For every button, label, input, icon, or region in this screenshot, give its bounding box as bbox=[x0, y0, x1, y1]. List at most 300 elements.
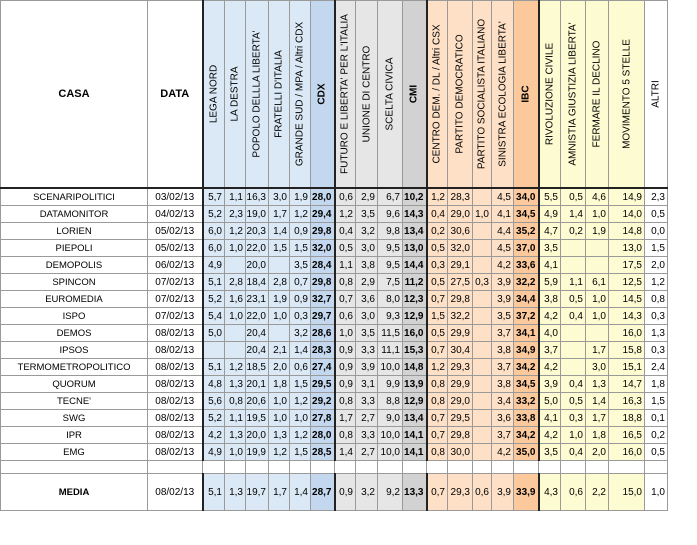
cell-ibc-3: 3,7 bbox=[492, 427, 514, 444]
cell-ibc-4: 32,2 bbox=[514, 274, 539, 291]
cell-oth-4: 1,2 bbox=[645, 274, 668, 291]
table-row bbox=[1, 240, 668, 257]
cell-ibc-4: 35,2 bbox=[514, 223, 539, 240]
cell-oth-4: 0,5 bbox=[645, 206, 668, 223]
cell-ibc-2 bbox=[473, 444, 492, 461]
cell-oth-3: 18,8 bbox=[609, 410, 645, 427]
cell-ibc-1: 29,0 bbox=[448, 393, 473, 410]
cell-cmi-1: 3,1 bbox=[356, 376, 378, 393]
cell-ibc-2 bbox=[473, 223, 492, 240]
cell-oth-0: 5,5 bbox=[539, 188, 561, 206]
cell-oth-3: 14,9 bbox=[609, 188, 645, 206]
cell-cdx-5: 28,4 bbox=[311, 257, 335, 274]
cell-cdx-5: 28,3 bbox=[311, 342, 335, 359]
header-centro-dem: CENTRO DEM. / DL / Altri CSX bbox=[427, 1, 448, 189]
cell-oth-0: 3,5 bbox=[539, 444, 561, 461]
cell-cmi-1: 2,9 bbox=[356, 274, 378, 291]
cell-ibc-2 bbox=[473, 342, 492, 359]
cell-cdx-0: 5,2 bbox=[203, 410, 225, 427]
cell-ibc-3: 4,1 bbox=[492, 206, 514, 223]
cell-cdx-0: 5,4 bbox=[203, 308, 225, 325]
cell-cmi-0: 0,9 bbox=[335, 376, 356, 393]
cell-ibc-2 bbox=[473, 393, 492, 410]
cell-oth-2: 2,2 bbox=[586, 474, 609, 511]
cell-ibc-3: 4,4 bbox=[492, 223, 514, 240]
cell-cdx-5: 29,8 bbox=[311, 274, 335, 291]
header-lega-nord: LEGA NORD bbox=[203, 1, 225, 189]
spacer-cell bbox=[356, 461, 378, 474]
cell-oth-2: 6,1 bbox=[586, 274, 609, 291]
cell-oth-4: 1,3 bbox=[645, 325, 668, 342]
cell-data: 08/02/13 bbox=[148, 393, 203, 410]
cell-cdx-4: 1,0 bbox=[290, 410, 311, 427]
cell-casa: LORIEN bbox=[1, 223, 148, 240]
cell-casa: TECNE' bbox=[1, 393, 148, 410]
cell-cdx-4: 1,5 bbox=[290, 240, 311, 257]
cell-ibc-4: 33,8 bbox=[514, 410, 539, 427]
header-grande-sud: GRANDE SUD / MPA / Altri CDX bbox=[290, 1, 311, 189]
cell-ibc-0: 0,5 bbox=[427, 325, 448, 342]
cell-oth-3: 14,7 bbox=[609, 376, 645, 393]
cell-cdx-4: 3,2 bbox=[290, 325, 311, 342]
cell-cdx-1 bbox=[225, 325, 246, 342]
cell-cdx-0: 5,6 bbox=[203, 393, 225, 410]
cell-cmi-1: 3,2 bbox=[356, 474, 378, 511]
cell-ibc-0: 0,7 bbox=[427, 474, 448, 511]
cell-cmi-0: 0,6 bbox=[335, 188, 356, 206]
cell-cdx-3: 1,4 bbox=[269, 223, 290, 240]
cell-cmi-2: 11,5 bbox=[378, 325, 403, 342]
cell-cdx-5: 28,0 bbox=[311, 427, 335, 444]
cell-ibc-4: 34,1 bbox=[514, 325, 539, 342]
cell-data: 06/02/13 bbox=[148, 257, 203, 274]
cell-cmi-2: 8,0 bbox=[378, 291, 403, 308]
cell-cmi-0: 1,4 bbox=[335, 444, 356, 461]
cell-ibc-3: 4,2 bbox=[492, 257, 514, 274]
cell-casa: DEMOS bbox=[1, 325, 148, 342]
cell-casa: IPSOS bbox=[1, 342, 148, 359]
cell-cdx-5: 32,7 bbox=[311, 291, 335, 308]
spacer-cell bbox=[148, 461, 203, 474]
cell-cdx-5: 32,0 bbox=[311, 240, 335, 257]
cell-cdx-0: 5,2 bbox=[203, 206, 225, 223]
cell-ibc-1: 29,9 bbox=[448, 325, 473, 342]
header-ibc-total: IBC bbox=[514, 1, 539, 189]
cell-casa: PIEPOLI bbox=[1, 240, 148, 257]
cell-oth-0: 4,1 bbox=[539, 257, 561, 274]
cell-casa: TERMOMETROPOLITICO bbox=[1, 359, 148, 376]
cell-ibc-3: 3,7 bbox=[492, 359, 514, 376]
cell-oth-4: 0,3 bbox=[645, 308, 668, 325]
cell-cmi-2: 9,5 bbox=[378, 257, 403, 274]
cell-ibc-3: 3,4 bbox=[492, 393, 514, 410]
cell-data: 08/02/13 bbox=[148, 474, 203, 511]
cell-oth-0: 4,1 bbox=[539, 410, 561, 427]
cell-data: 08/02/13 bbox=[148, 325, 203, 342]
cell-cdx-2: 20,0 bbox=[246, 257, 269, 274]
cell-ibc-2 bbox=[473, 427, 492, 444]
cell-cdx-5: 28,0 bbox=[311, 188, 335, 206]
header-data: DATA bbox=[148, 1, 203, 189]
cell-cdx-1: 1,0 bbox=[225, 240, 246, 257]
cell-cdx-4: 1,9 bbox=[290, 188, 311, 206]
cell-cmi-1: 3,5 bbox=[356, 325, 378, 342]
spacer-cell bbox=[645, 461, 668, 474]
cell-cdx-0: 6,0 bbox=[203, 223, 225, 240]
cell-cdx-3 bbox=[269, 325, 290, 342]
header-udc: UNIONE DI CENTRO bbox=[356, 1, 378, 189]
cell-cdx-4: 0,7 bbox=[290, 274, 311, 291]
cell-cmi-3: 14,1 bbox=[403, 427, 427, 444]
cell-oth-3: 16,0 bbox=[609, 444, 645, 461]
cell-oth-2: 1,4 bbox=[586, 393, 609, 410]
cell-ibc-3: 4,5 bbox=[492, 188, 514, 206]
cell-cdx-4: 1,4 bbox=[290, 342, 311, 359]
cell-oth-3: 14,5 bbox=[609, 291, 645, 308]
cell-oth-3: 15,8 bbox=[609, 342, 645, 359]
cell-ibc-4: 33,2 bbox=[514, 393, 539, 410]
cell-casa: ISPO bbox=[1, 308, 148, 325]
cell-cmi-3: 13,9 bbox=[403, 376, 427, 393]
header-row bbox=[1, 1, 668, 189]
cell-cmi-1: 3,9 bbox=[356, 359, 378, 376]
cell-cdx-5: 28,6 bbox=[311, 325, 335, 342]
cell-cmi-3: 12,9 bbox=[403, 308, 427, 325]
table-row bbox=[1, 325, 668, 342]
cell-data: 05/02/13 bbox=[148, 223, 203, 240]
cell-data: 07/02/13 bbox=[148, 308, 203, 325]
cell-ibc-1: 30,0 bbox=[448, 444, 473, 461]
header-fli: FUTURO E LIBERTA' PER L'ITALIA bbox=[335, 1, 356, 189]
cell-cdx-2: 20,4 bbox=[246, 325, 269, 342]
cell-cdx-5: 27,8 bbox=[311, 410, 335, 427]
cell-oth-4: 1,5 bbox=[645, 240, 668, 257]
cell-cdx-0: 6,0 bbox=[203, 240, 225, 257]
cell-cdx-0: 5,2 bbox=[203, 291, 225, 308]
cell-oth-0: 4,0 bbox=[539, 325, 561, 342]
cell-cmi-3: 16,0 bbox=[403, 325, 427, 342]
cell-cmi-1: 2,7 bbox=[356, 410, 378, 427]
cell-cdx-1: 1,2 bbox=[225, 359, 246, 376]
cell-cdx-5: 28,7 bbox=[311, 474, 335, 511]
cell-ibc-1: 29,9 bbox=[448, 376, 473, 393]
cell-cdx-2: 20,3 bbox=[246, 223, 269, 240]
header-altri: ALTRI bbox=[645, 1, 668, 189]
cell-cmi-0: 0,8 bbox=[335, 393, 356, 410]
cell-cdx-2: 20,6 bbox=[246, 393, 269, 410]
cell-cdx-2: 16,3 bbox=[246, 188, 269, 206]
cell-cdx-0: 4,2 bbox=[203, 427, 225, 444]
cell-oth-0: 3,9 bbox=[539, 376, 561, 393]
cell-oth-2: 1,7 bbox=[586, 342, 609, 359]
cell-cmi-1: 3,5 bbox=[356, 206, 378, 223]
cell-ibc-0: 1,2 bbox=[427, 359, 448, 376]
cell-cdx-3 bbox=[269, 257, 290, 274]
header-fratelli-italia: FRATELLI D'ITALIA bbox=[269, 1, 290, 189]
cell-oth-3: 16,3 bbox=[609, 393, 645, 410]
cell-ibc-2 bbox=[473, 376, 492, 393]
cell-cmi-0: 0,4 bbox=[335, 223, 356, 240]
cell-oth-0: 5,9 bbox=[539, 274, 561, 291]
cell-cdx-1: 2,3 bbox=[225, 206, 246, 223]
cell-cdx-1: 1,3 bbox=[225, 474, 246, 511]
cell-data: 07/02/13 bbox=[148, 291, 203, 308]
cell-casa: SPINCON bbox=[1, 274, 148, 291]
cell-cdx-3: 1,3 bbox=[269, 427, 290, 444]
cell-oth-1: 0,4 bbox=[561, 444, 586, 461]
cell-cmi-3: 11,2 bbox=[403, 274, 427, 291]
cell-oth-2: 1,8 bbox=[586, 427, 609, 444]
cell-ibc-2 bbox=[473, 188, 492, 206]
cell-oth-0: 3,8 bbox=[539, 291, 561, 308]
table-row bbox=[1, 274, 668, 291]
cell-casa: IPR bbox=[1, 427, 148, 444]
cell-cmi-2: 9,5 bbox=[378, 240, 403, 257]
cell-cdx-4: 1,5 bbox=[290, 376, 311, 393]
spacer-cell bbox=[1, 461, 148, 474]
spacer-cell bbox=[427, 461, 448, 474]
cell-cmi-1: 3,2 bbox=[356, 223, 378, 240]
spacer-cell bbox=[539, 461, 561, 474]
cell-oth-1: 1,0 bbox=[561, 427, 586, 444]
cell-cdx-1: 1,0 bbox=[225, 444, 246, 461]
cell-cdx-4: 0,9 bbox=[290, 291, 311, 308]
cell-ibc-1: 28,3 bbox=[448, 188, 473, 206]
cell-cmi-0: 0,6 bbox=[335, 308, 356, 325]
cell-cdx-4: 0,9 bbox=[290, 223, 311, 240]
cell-ibc-1: 30,4 bbox=[448, 342, 473, 359]
cell-cdx-4: 0,3 bbox=[290, 308, 311, 325]
spacer-cell bbox=[246, 461, 269, 474]
cell-cmi-2: 7,5 bbox=[378, 274, 403, 291]
cell-ibc-0: 0,8 bbox=[427, 376, 448, 393]
cell-data: 08/02/13 bbox=[148, 410, 203, 427]
cell-data: 08/02/13 bbox=[148, 376, 203, 393]
cell-cdx-4: 1,2 bbox=[290, 427, 311, 444]
cell-cdx-3: 1,9 bbox=[269, 291, 290, 308]
table-row bbox=[1, 291, 668, 308]
cell-cmi-1: 2,7 bbox=[356, 444, 378, 461]
cell-cdx-2: 19,9 bbox=[246, 444, 269, 461]
cell-ibc-4: 34,2 bbox=[514, 359, 539, 376]
cell-oth-4: 1,8 bbox=[645, 376, 668, 393]
cell-cdx-5: 29,5 bbox=[311, 376, 335, 393]
cell-cdx-5: 29,8 bbox=[311, 223, 335, 240]
cell-oth-0: 4,2 bbox=[539, 308, 561, 325]
header-la-destra: LA DESTRA bbox=[225, 1, 246, 189]
cell-cdx-1: 1,3 bbox=[225, 427, 246, 444]
cell-data: 05/02/13 bbox=[148, 240, 203, 257]
header-amnistia: AMNISTIA GIUSTIZIA LIBERTA' bbox=[561, 1, 586, 189]
cell-cdx-1: 1,6 bbox=[225, 291, 246, 308]
cell-cdx-5: 29,7 bbox=[311, 308, 335, 325]
cell-ibc-4: 37,0 bbox=[514, 240, 539, 257]
cell-cdx-3: 1,2 bbox=[269, 444, 290, 461]
cell-cdx-3: 1,0 bbox=[269, 308, 290, 325]
cell-cmi-2: 9,8 bbox=[378, 223, 403, 240]
spacer-cell bbox=[335, 461, 356, 474]
cell-ibc-1: 29,0 bbox=[448, 206, 473, 223]
cell-cmi-2: 10,0 bbox=[378, 359, 403, 376]
cell-ibc-2: 0,3 bbox=[473, 274, 492, 291]
table-row bbox=[1, 257, 668, 274]
cell-oth-1 bbox=[561, 257, 586, 274]
cell-oth-0: 4,2 bbox=[539, 427, 561, 444]
cell-cdx-3: 1,0 bbox=[269, 393, 290, 410]
header-casa: CASA bbox=[1, 1, 148, 189]
cell-cmi-2: 8,8 bbox=[378, 393, 403, 410]
cell-oth-3: 17,5 bbox=[609, 257, 645, 274]
cell-cdx-4: 3,5 bbox=[290, 257, 311, 274]
cell-cmi-1: 3,3 bbox=[356, 342, 378, 359]
cell-cmi-3: 13,4 bbox=[403, 223, 427, 240]
cell-ibc-3: 3,8 bbox=[492, 376, 514, 393]
table-row bbox=[1, 188, 668, 206]
cell-ibc-1: 27,5 bbox=[448, 274, 473, 291]
cell-cmi-2: 9,2 bbox=[378, 474, 403, 511]
cell-data: 04/02/13 bbox=[148, 206, 203, 223]
cell-ibc-4: 34,0 bbox=[514, 188, 539, 206]
table-row bbox=[1, 376, 668, 393]
cell-oth-4: 2,4 bbox=[645, 359, 668, 376]
header-pdl: POPOLO DELLLA LIBERTA' bbox=[246, 1, 269, 189]
cell-cmi-0: 1,1 bbox=[335, 257, 356, 274]
cell-oth-2: 4,6 bbox=[586, 188, 609, 206]
cell-cdx-3: 1,0 bbox=[269, 410, 290, 427]
cell-ibc-1: 29,3 bbox=[448, 474, 473, 511]
cell-cdx-0: 5,1 bbox=[203, 274, 225, 291]
cell-cmi-0: 0,9 bbox=[335, 359, 356, 376]
spacer-cell bbox=[403, 461, 427, 474]
header-cdx-total: CDX bbox=[311, 1, 335, 189]
cell-cmi-0: 0,5 bbox=[335, 240, 356, 257]
cell-ibc-3: 3,9 bbox=[492, 274, 514, 291]
cell-ibc-4: 34,5 bbox=[514, 376, 539, 393]
cell-cdx-0: 4,9 bbox=[203, 444, 225, 461]
header-sel: SINISTRA ECOLOGIA LIBERTA' bbox=[492, 1, 514, 189]
cell-oth-3: 16,5 bbox=[609, 427, 645, 444]
cell-ibc-1: 32,2 bbox=[448, 308, 473, 325]
cell-ibc-0: 0,7 bbox=[427, 410, 448, 427]
cell-ibc-2 bbox=[473, 240, 492, 257]
cell-cdx-5: 28,5 bbox=[311, 444, 335, 461]
cell-ibc-4: 33,9 bbox=[514, 474, 539, 511]
cell-ibc-4: 34,5 bbox=[514, 206, 539, 223]
cell-oth-3: 12,5 bbox=[609, 274, 645, 291]
cell-oth-1: 0,2 bbox=[561, 223, 586, 240]
cell-cmi-3: 13,0 bbox=[403, 240, 427, 257]
cell-ibc-0: 0,8 bbox=[427, 393, 448, 410]
cell-ibc-1: 30,6 bbox=[448, 223, 473, 240]
spacer-cell bbox=[290, 461, 311, 474]
cell-oth-3: 14,3 bbox=[609, 308, 645, 325]
cell-oth-2 bbox=[586, 257, 609, 274]
cell-casa: EMG bbox=[1, 444, 148, 461]
cell-ibc-2 bbox=[473, 359, 492, 376]
cell-ibc-0: 0,7 bbox=[427, 427, 448, 444]
cell-ibc-0: 0,7 bbox=[427, 291, 448, 308]
cell-cdx-0: 5,0 bbox=[203, 325, 225, 342]
header-fermare-declino: FERMARE IL DECLINO bbox=[586, 1, 609, 189]
cell-cdx-1: 0,8 bbox=[225, 393, 246, 410]
cell-data: 03/02/13 bbox=[148, 188, 203, 206]
cell-cdx-5: 27,4 bbox=[311, 359, 335, 376]
cell-cdx-3: 3,0 bbox=[269, 188, 290, 206]
cell-ibc-1: 29,1 bbox=[448, 257, 473, 274]
cell-casa: QUORUM bbox=[1, 376, 148, 393]
cell-cmi-2: 9,9 bbox=[378, 376, 403, 393]
cell-ibc-0: 0,2 bbox=[427, 223, 448, 240]
cell-cmi-0: 1,2 bbox=[335, 206, 356, 223]
cell-cmi-0: 0,7 bbox=[335, 291, 356, 308]
cell-cdx-3: 1,7 bbox=[269, 474, 290, 511]
cell-cdx-0: 4,8 bbox=[203, 376, 225, 393]
cell-ibc-1: 29,3 bbox=[448, 359, 473, 376]
cell-cdx-1 bbox=[225, 257, 246, 274]
cell-casa: DEMOPOLIS bbox=[1, 257, 148, 274]
cell-cmi-0: 1,0 bbox=[335, 325, 356, 342]
cell-cmi-3: 13,3 bbox=[403, 474, 427, 511]
table-row bbox=[1, 342, 668, 359]
cell-oth-2: 1,0 bbox=[586, 206, 609, 223]
cell-ibc-0: 0,5 bbox=[427, 274, 448, 291]
cell-cmi-3: 12,9 bbox=[403, 393, 427, 410]
cell-ibc-1: 29,5 bbox=[448, 410, 473, 427]
cell-cdx-2: 18,5 bbox=[246, 359, 269, 376]
cell-cdx-0: 4,9 bbox=[203, 257, 225, 274]
cell-cdx-1: 1,1 bbox=[225, 410, 246, 427]
cell-ibc-3: 3,9 bbox=[492, 474, 514, 511]
cell-oth-4: 0,1 bbox=[645, 410, 668, 427]
cell-ibc-2 bbox=[473, 325, 492, 342]
cell-ibc-0: 1,5 bbox=[427, 308, 448, 325]
spacer-cell bbox=[269, 461, 290, 474]
cell-cmi-1: 2,9 bbox=[356, 188, 378, 206]
cell-cmi-3: 14,1 bbox=[403, 444, 427, 461]
cell-cmi-2: 9,0 bbox=[378, 410, 403, 427]
cell-ibc-0: 0,3 bbox=[427, 257, 448, 274]
cell-oth-3: 14,0 bbox=[609, 206, 645, 223]
cell-cdx-3: 2,1 bbox=[269, 342, 290, 359]
table-row bbox=[1, 410, 668, 427]
cell-oth-1: 0,4 bbox=[561, 308, 586, 325]
cell-oth-1: 1,1 bbox=[561, 274, 586, 291]
cell-ibc-3: 3,5 bbox=[492, 308, 514, 325]
cell-cmi-2: 9,3 bbox=[378, 308, 403, 325]
spacer-cell bbox=[586, 461, 609, 474]
cell-data: 08/02/13 bbox=[148, 359, 203, 376]
cell-cdx-5: 29,2 bbox=[311, 393, 335, 410]
cell-casa: EUROMEDIA bbox=[1, 291, 148, 308]
spacer-cell bbox=[492, 461, 514, 474]
spacer-cell bbox=[514, 461, 539, 474]
header-m5s: MOVIMENTO 5 STELLE bbox=[609, 1, 645, 189]
cell-data: 07/02/13 bbox=[148, 274, 203, 291]
cell-cmi-3: 14,3 bbox=[403, 206, 427, 223]
cell-cmi-1: 3,3 bbox=[356, 427, 378, 444]
cell-ibc-4: 34,4 bbox=[514, 291, 539, 308]
cell-cmi-1: 3,6 bbox=[356, 291, 378, 308]
cell-cmi-0: 0,9 bbox=[335, 342, 356, 359]
spacer-cell bbox=[473, 461, 492, 474]
cell-cdx-1: 1,1 bbox=[225, 188, 246, 206]
cell-cdx-0: 5,1 bbox=[203, 359, 225, 376]
cell-cmi-3: 12,3 bbox=[403, 291, 427, 308]
cell-ibc-0: 1,2 bbox=[427, 188, 448, 206]
cell-cmi-3: 10,2 bbox=[403, 188, 427, 206]
cell-oth-0: 4,3 bbox=[539, 474, 561, 511]
cell-oth-1: 0,6 bbox=[561, 474, 586, 511]
